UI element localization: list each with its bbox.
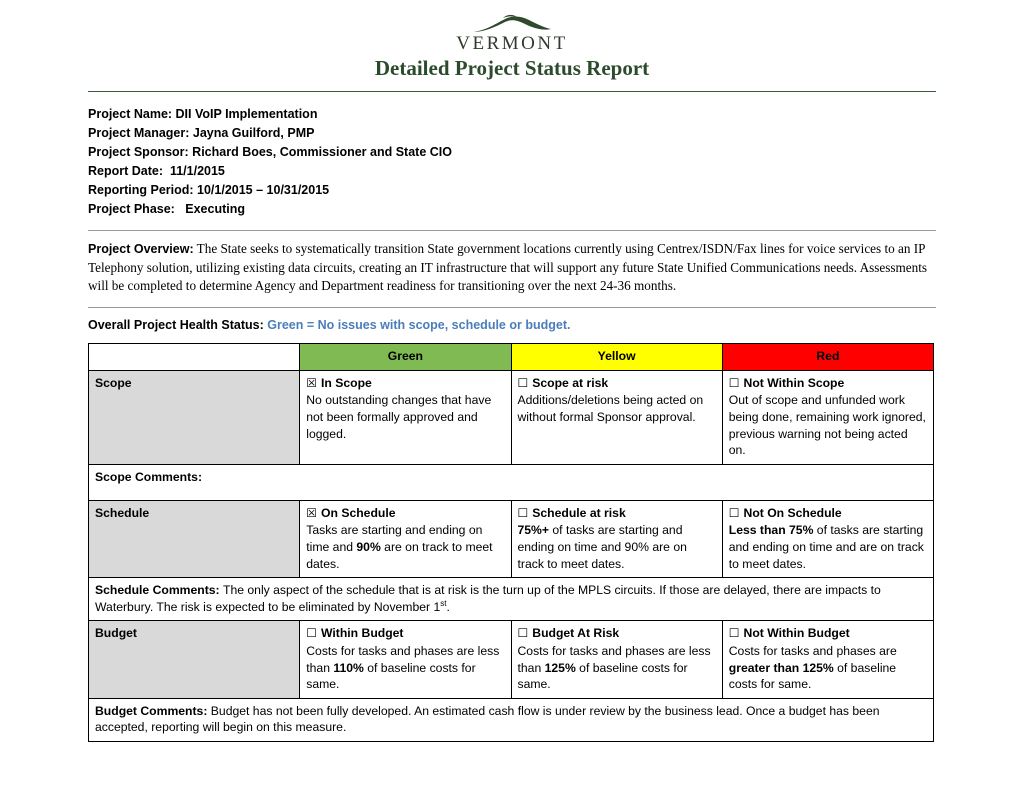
vermont-logo <box>456 14 567 53</box>
header-yellow: Yellow <box>511 344 722 371</box>
meta-project-sponsor: Project Sponsor: Richard Boes, Commissioner and State CIO <box>88 145 452 159</box>
schedule-red-cell <box>722 500 933 577</box>
scope-green-cell <box>300 370 511 464</box>
header-blank <box>89 344 300 371</box>
scope-yellow-text: Additions/deletions being acted on without formal Sponsor approval. <box>517 393 704 424</box>
scope-yellow-cell <box>511 370 722 464</box>
scope-green-option-label: In Scope <box>321 375 372 390</box>
scope-red-text: Out of scope and unfunded work being done, remaining work ignored, previous warning not being acted on. <box>728 393 926 458</box>
schedule-yellow-cell <box>511 500 722 577</box>
budget-red-option[interactable] <box>729 625 927 642</box>
scope-red-option[interactable] <box>729 375 927 392</box>
schedule-comments-text: The only aspect of the schedule that is at risk is the turn up of the MPLS circuits. If those are delayed, there are impacts to Waterbury. The risk is expected to be eliminated by November 1st. <box>95 583 881 614</box>
table-row-scope-comments <box>89 464 934 500</box>
schedule-yellow-option-label: Schedule at risk <box>532 505 626 520</box>
schedule-green-cell <box>300 500 511 577</box>
budget-comments-text: Budget has not been fully developed. An estimated cash flow is under review by the business lead. Once a budget has been accepted, reporting will begin on this measure. <box>95 703 880 735</box>
schedule-comments-cell <box>89 578 934 621</box>
budget-green-cell <box>300 621 511 698</box>
scope-yellow-option-label: Scope at risk <box>532 375 609 390</box>
checkbox-unchecked-icon[interactable]: ☐ <box>306 626 318 641</box>
schedule-comments-label: Schedule Comments: <box>95 583 220 598</box>
schedule-green-option[interactable] <box>306 505 504 522</box>
meta-reporting-period: Reporting Period: 10/1/2015 – 10/31/2015 <box>88 183 330 197</box>
budget-yellow-cell <box>511 621 722 698</box>
scope-yellow-option[interactable] <box>518 375 716 392</box>
document-header <box>0 0 1024 81</box>
table-header-row <box>89 344 934 371</box>
project-meta <box>88 92 936 219</box>
checkbox-unchecked-icon[interactable]: ☐ <box>728 375 740 390</box>
row-label-schedule: Schedule <box>89 500 300 577</box>
budget-comments-cell <box>89 698 934 741</box>
header-red: Red <box>722 344 933 371</box>
document-body <box>88 92 936 742</box>
schedule-red-text: Less than 75% of tasks are starting and ending on time and are on track to meet dates. <box>728 523 924 571</box>
budget-red-option-label: Not Within Budget <box>743 626 850 641</box>
budget-yellow-option[interactable] <box>518 625 716 642</box>
budget-yellow-option-label: Budget At Risk <box>532 626 620 641</box>
budget-red-text: Costs for tasks and phases are greater than 125% of baseline costs for same. <box>728 644 897 692</box>
budget-green-option-label: Within Budget <box>321 626 404 641</box>
budget-comments-label: Budget Comments: <box>95 703 208 718</box>
budget-green-text: Costs for tasks and phases are less than 110% of baseline costs for same. <box>306 644 500 692</box>
page-title: Detailed Project Status Report <box>374 56 650 80</box>
header-green: Green <box>300 344 511 371</box>
meta-project-phase: Project Phase: Executing <box>88 202 245 216</box>
schedule-green-text: Tasks are starting and ending on time and 90% are on track to meet dates. <box>306 523 493 571</box>
checkbox-unchecked-icon[interactable]: ☐ <box>517 505 529 520</box>
row-label-scope: Scope <box>89 370 300 464</box>
schedule-green-option-label: On Schedule <box>321 505 396 520</box>
scope-green-text: No outstanding changes that have not been formally approved and logged. <box>306 393 492 441</box>
status-table <box>88 343 934 742</box>
meta-project-name: Project Name: DII VoIP Implementation <box>88 107 318 121</box>
table-row-budget-comments <box>89 698 934 741</box>
budget-yellow-text: Costs for tasks and phases are less than 125% of baseline costs for same. <box>517 644 711 692</box>
project-overview-text: The State seeks to systematically transition State government locations currently using Centrex/ISDN/Fax lines for voice services to an IP Telephony solution, utilizing existing data circuits, creating an IT infrastructure that will support any future State Unified Communications needs. Assessments will be completed to determine Agency and Department readiness for transitioning over the next 24-36 months. <box>88 241 927 294</box>
checkbox-unchecked-icon[interactable]: ☐ <box>517 626 529 641</box>
schedule-yellow-text: 75%+ of tasks are starting and ending on time and 90% are on track to meet dates. <box>517 523 687 571</box>
scope-red-cell <box>722 370 933 464</box>
scope-comments-label: Scope Comments: <box>95 469 202 484</box>
schedule-red-option[interactable] <box>729 505 927 522</box>
budget-red-cell <box>722 621 933 698</box>
checkbox-unchecked-icon[interactable]: ☐ <box>728 505 740 520</box>
meta-report-date: Report Date: 11/1/2015 <box>88 164 225 178</box>
table-row-budget <box>89 621 934 698</box>
schedule-yellow-option[interactable] <box>518 505 716 522</box>
meta-project-manager: Project Manager: Jayna Guilford, PMP <box>88 126 315 140</box>
row-label-budget: Budget <box>89 621 300 698</box>
schedule-red-option-label: Not On Schedule <box>743 505 842 520</box>
budget-green-option[interactable] <box>306 625 504 642</box>
overall-health-status <box>88 308 936 332</box>
table-row-scope <box>89 370 934 464</box>
scope-comments-cell <box>89 464 934 500</box>
health-status-value: Green = No issues with scope, schedule or budget. <box>267 318 571 333</box>
table-row-schedule-comments <box>89 578 934 621</box>
scope-red-option-label: Not Within Scope <box>743 375 845 390</box>
checkbox-checked-icon[interactable]: ☒ <box>306 505 318 520</box>
table-row-schedule <box>89 500 934 577</box>
project-overview <box>88 231 936 296</box>
scope-green-option[interactable] <box>306 375 504 392</box>
checkbox-checked-icon[interactable]: ☒ <box>306 375 318 390</box>
logo-text: VERMONT <box>456 33 568 54</box>
checkbox-unchecked-icon[interactable]: ☐ <box>517 375 529 390</box>
project-overview-label: Project Overview: <box>88 242 194 256</box>
checkbox-unchecked-icon[interactable]: ☐ <box>728 626 740 641</box>
health-status-label: Overall Project Health Status: <box>88 318 264 333</box>
